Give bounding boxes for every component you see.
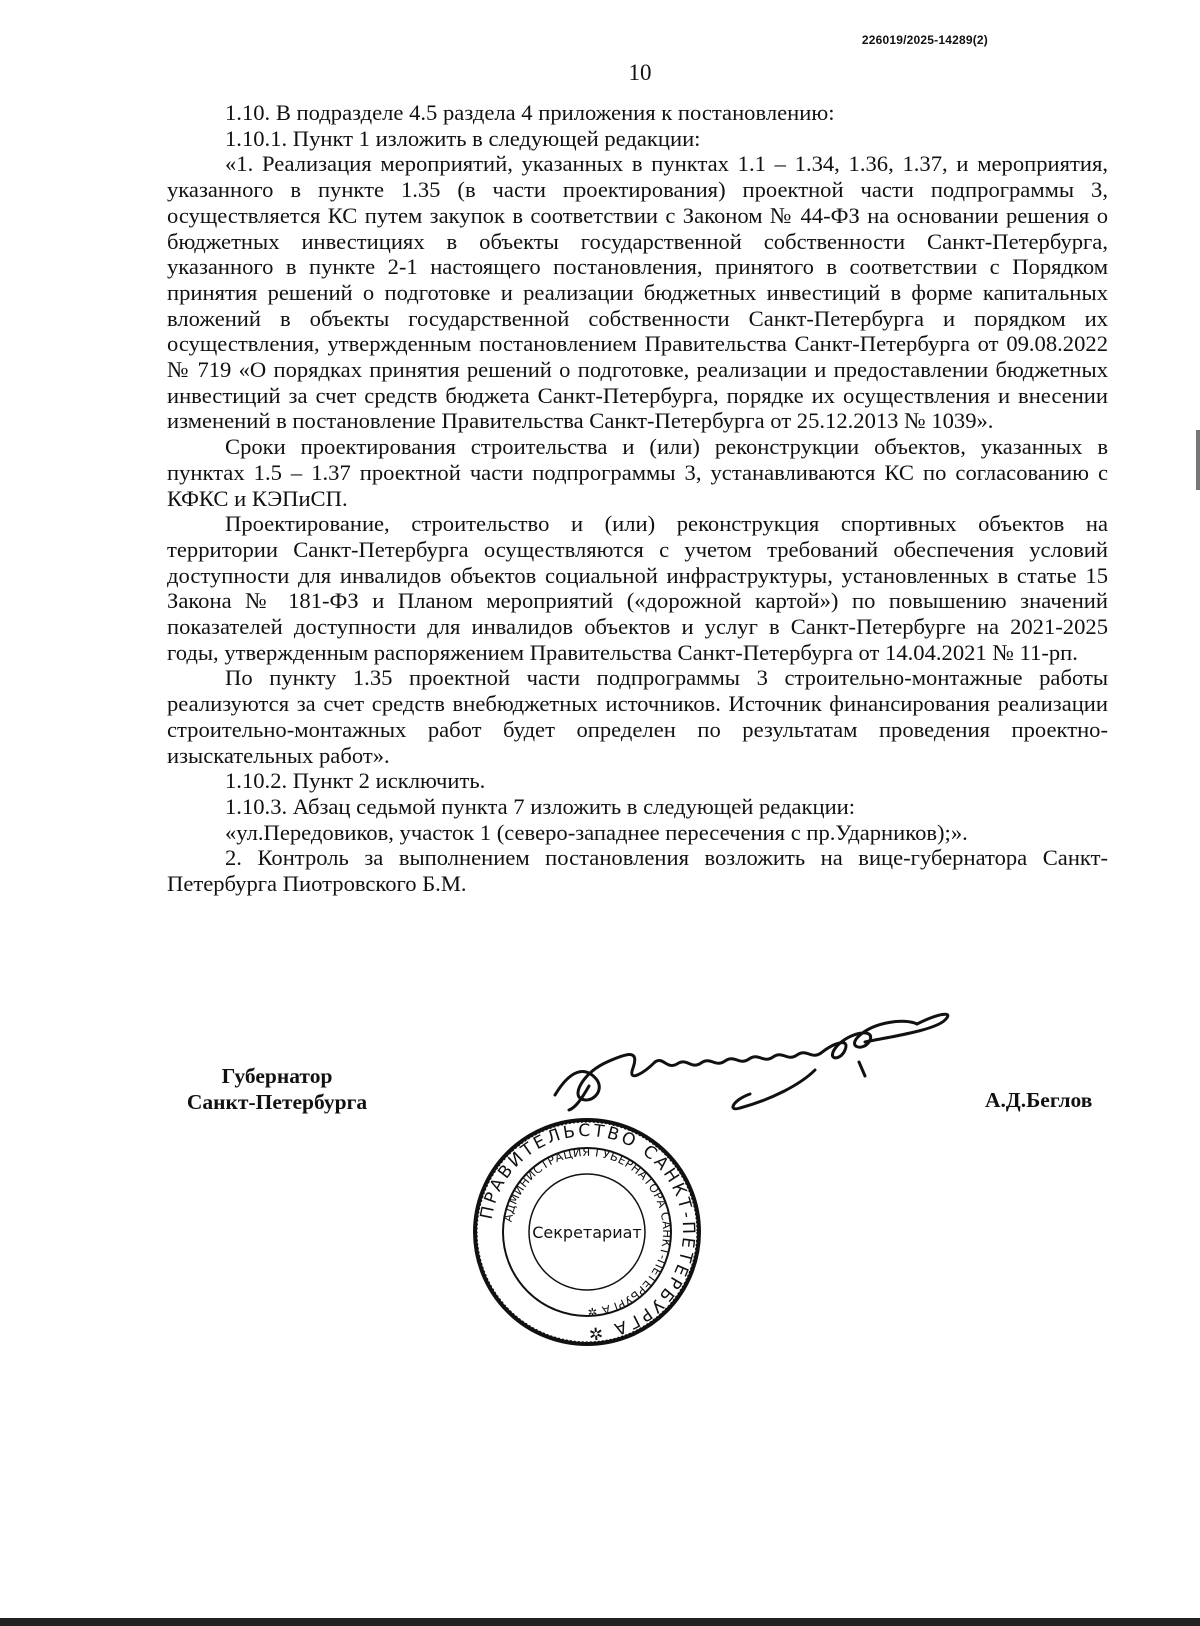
paragraph-1-10-2: 1.10.2. Пункт 2 исключить. [225, 768, 486, 794]
signatory-title [167, 1063, 387, 1115]
paragraph-1-10: 1.10. В подразделе 4.5 раздела 4 приложения к постановлению: [225, 100, 835, 125]
signature-block [0, 1000, 1200, 1380]
svg-text:АДМИНИСТРАЦИЯ ГУБЕРНАТОРА САНК: АДМИНИСТРАЦИЯ ГУБЕРНАТОРА САНКТ-ПЕТЕРБУРГА ✲ [500, 1144, 675, 1320]
document-body [167, 100, 1108, 897]
page-number: 10 [628, 60, 652, 85]
official-stamp-seal [472, 1117, 702, 1347]
paragraph-accessibility: Проектирование, строительство и (или) реконструкция спортивных объектов на территории Санкт-Петербурга осуществляются с учетом требований обеспечения условий доступности для инвалидов объектов социальной инфраструктуры, установленных в статье 15 Закона № 181-ФЗ и Планом мероприятий («дорожной картой») по повышению значений показателей доступности для инвалидов объектов и услуг в Санкт-Петербурге на 2021-2025 годы, утвержденным распоряжением Правительства Санкт-Петербурга от 14.04.2021 № 11-рп. [167, 511, 1108, 665]
scan-bottom-edge [0, 1618, 1200, 1626]
svg-text:Секретариат: Секретариат [532, 1223, 642, 1242]
paragraph-quoted-point-1: «1. Реализация мероприятий, указанных в пунктах 1.1 – 1.34, 1.36, 1.37, и мероприятия, указанного в пункте 1.35 (в части проектирования) проектной части подпрограммы 3, осуществляется КС путем закупок в соответствии с Законом № 44-ФЗ на основании решения о бюджетных инвестициях в объекты государственной собственности Санкт-Петербурга, указанного в пункте 2-1 настоящего постановления, принятого в соответствии с Порядком принятия решений о подготовке и реализации бюджетных инвестиций в форме капитальных вложений в объекты государственной собственности Санкт-Петербурга и порядком их осуществления, утвержденным постановлением Правительства Санкт-Петербурга от 09.08.2022 № 719 «О порядках принятия решений о подготовке, реализации и предоставлении бюджетных инвестиций за счет средств бюджета Санкт-Петербурга, порядке их осуществления и внесении изменений в постановление Правительства Санкт-Петербурга от 25.12.2013 № 1039». [167, 151, 1108, 434]
signatory-name: А.Д.Беглов [985, 1088, 1093, 1112]
document-registration-number: 226019/2025-14289(2) [861, 33, 988, 47]
paragraph-1-10-1: 1.10.1. Пункт 1 изложить в следующей редакции: [225, 125, 701, 151]
signatory-title-line-2: Санкт-Петербурга [186, 1090, 368, 1114]
signatory-title-line-1: Губернатор [221, 1064, 333, 1088]
svg-text:ПРАВИТЕЛЬСТВО САНКТ-ПЕТЕРБУРГА: ПРАВИТЕЛЬСТВО САНКТ-ПЕТЕРБУРГА ✲ [476, 1120, 699, 1344]
paragraph-1-10-3: 1.10.3. Абзац седьмой пункта 7 изложить в следующей редакции: [225, 793, 856, 819]
scan-edge-mark [1196, 430, 1200, 490]
paragraph-control: 2. Контроль за выполнением постановления возложить на вице-губернатора Санкт-Петербурга Пиотровского Б.М. [167, 845, 1108, 897]
paragraph-design-terms: Сроки проектирования строительства и (или) реконструкции объектов, указанных в пунктах 1.5 – 1.37 проектной части подпрограммы 3, устанавливаются КС по согласованию с КФКС и КЭПиСП. [167, 434, 1108, 511]
paragraph-point-1-35: По пункту 1.35 проектной части подпрограммы 3 строительно-монтажные работы реализуются за счет средств внебюджетных источников. Источник финансирования реализации строительно-монтажных работ будет определен по результатам проведения проектно-изыскательных работ». [167, 665, 1108, 768]
paragraph-address: «ул.Передовиков, участок 1 (северо-западнее пересечения с пр.Ударников);». [225, 819, 968, 845]
handwritten-signature [545, 1000, 985, 1120]
